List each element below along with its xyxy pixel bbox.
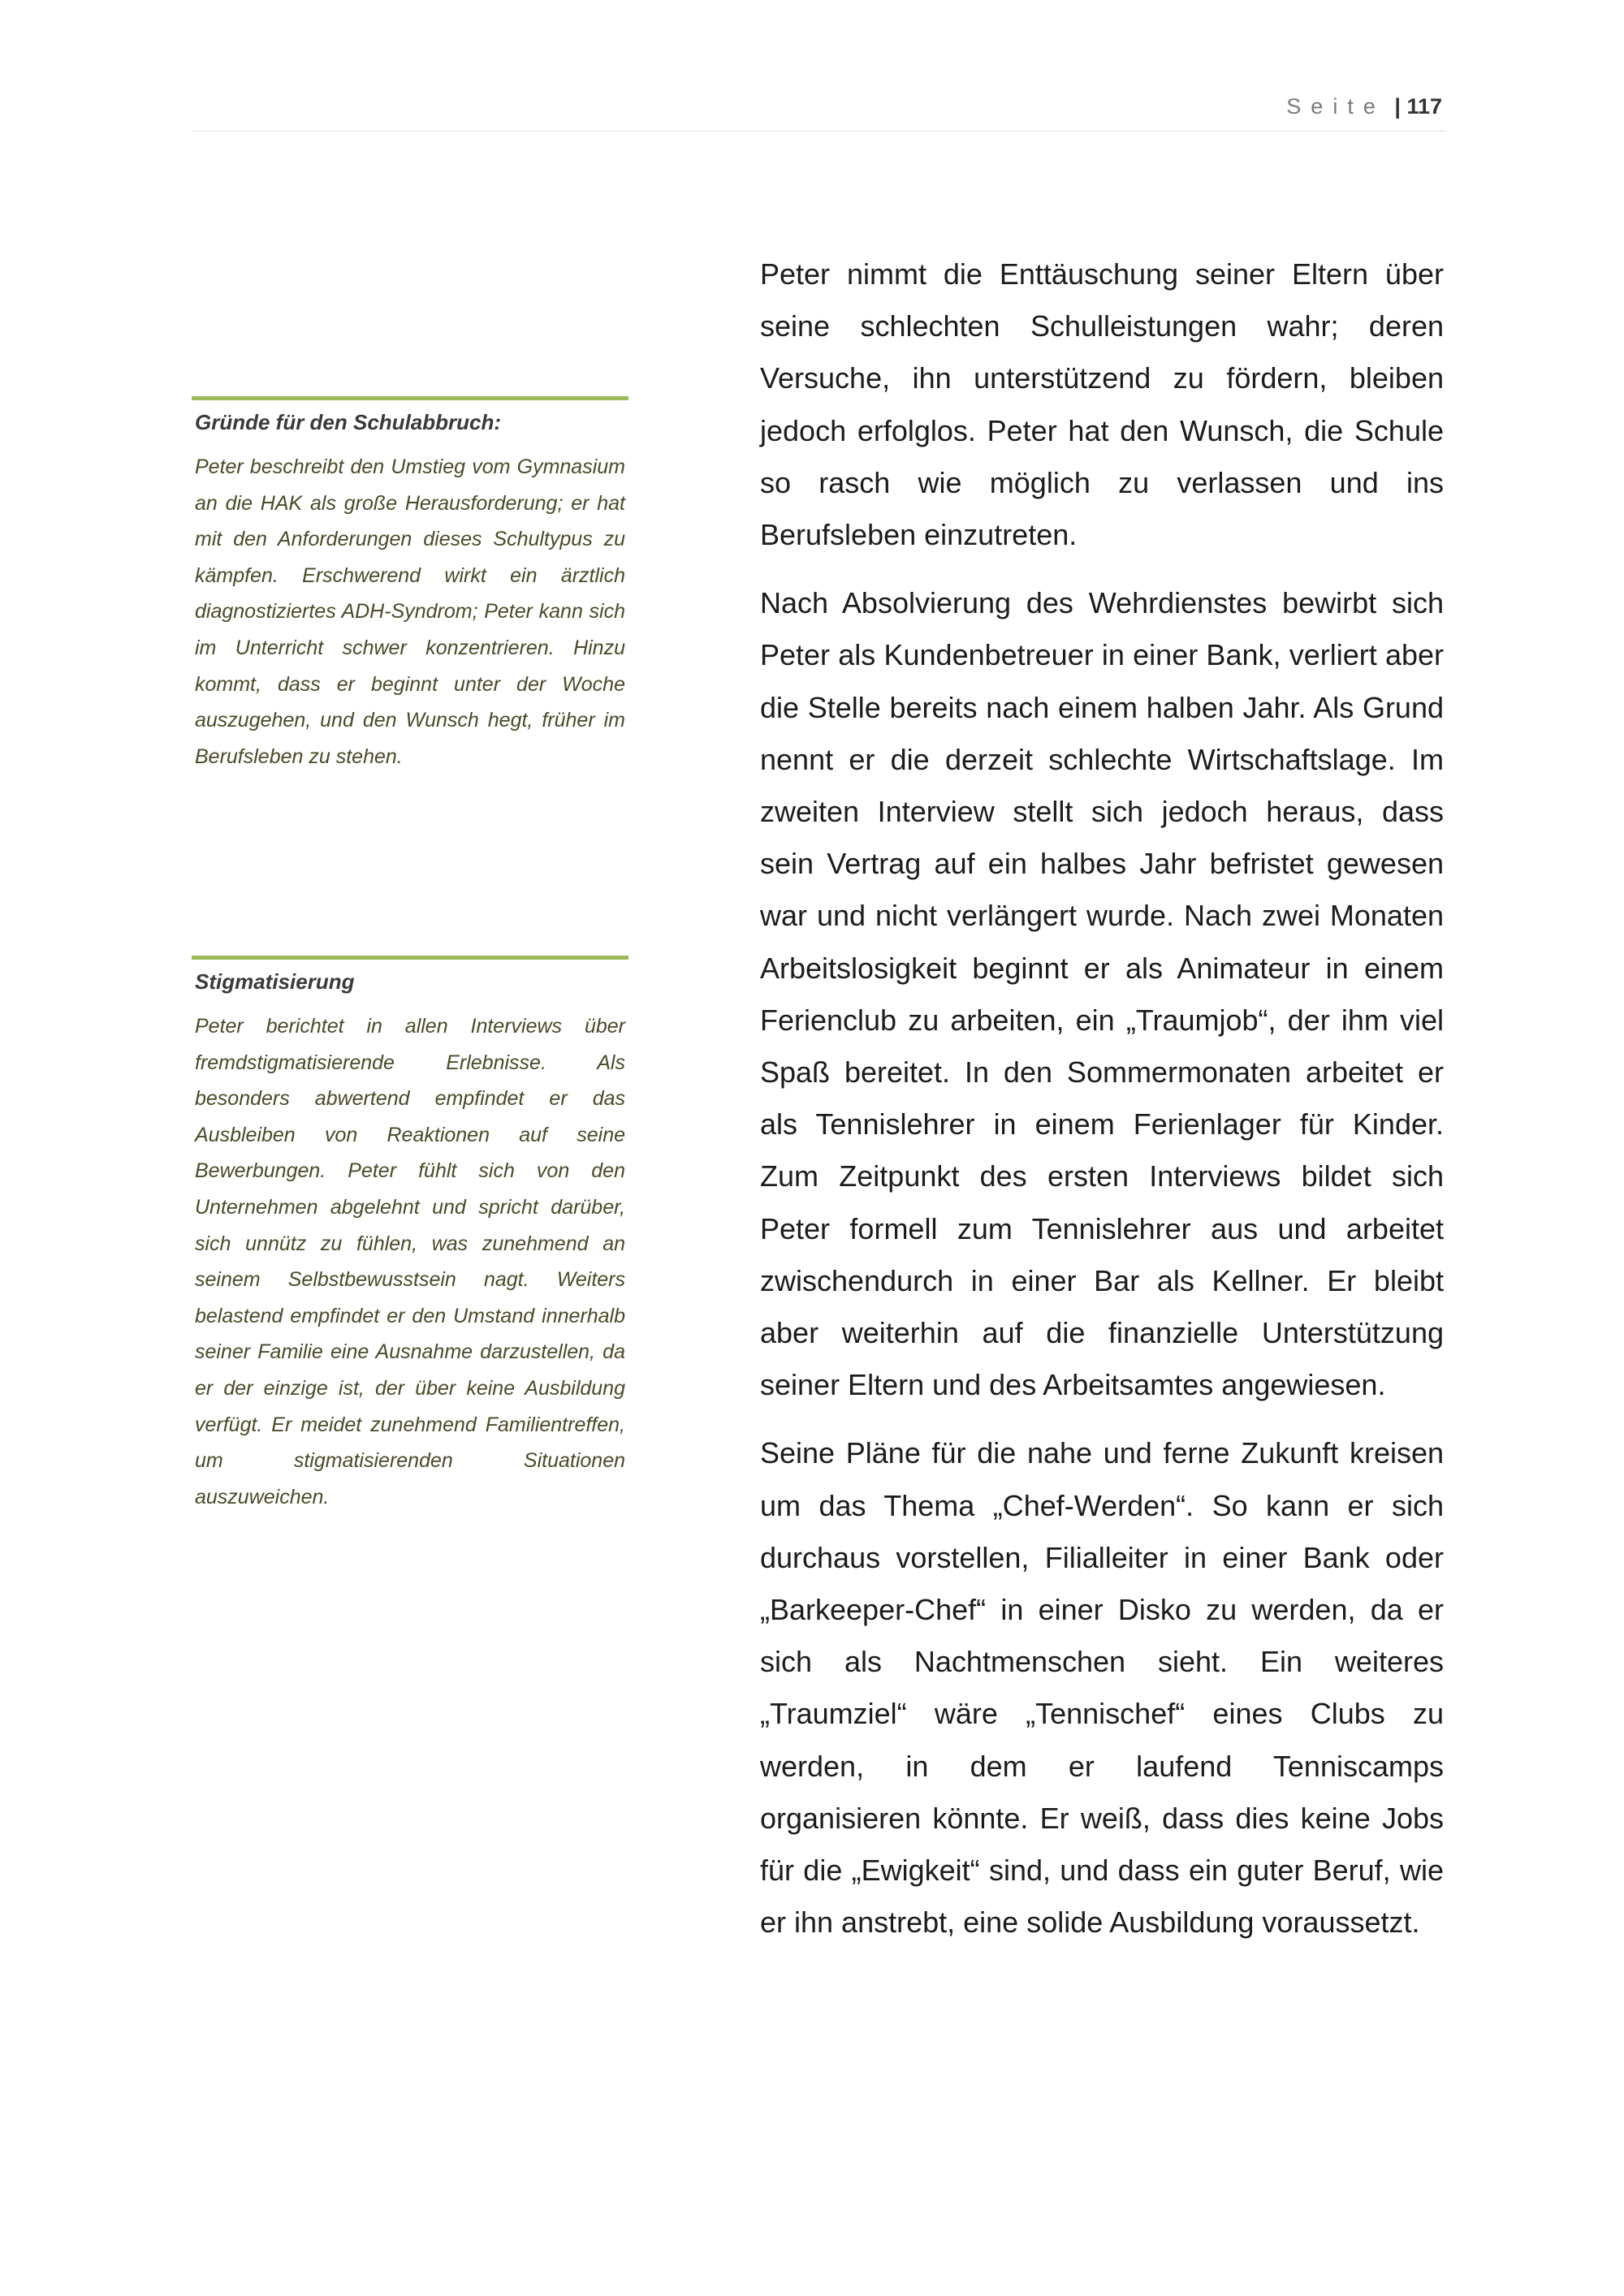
margin-note-title: Stigmatisierung — [195, 969, 355, 994]
body-paragraph: Peter nimmt die Enttäuschung seiner Eltern über seine schlechten Schulleistungen wahr; deren Versuche, ihn unterstützend zu fördern, bleiben jedoch erfolglos. Peter hat den Wunsch, die Schule so rasch wie möglich zu verlassen und ins Berufsleben einzutreten. — [760, 257, 1444, 552]
margin-note-stigmatization — [192, 956, 628, 1515]
page-header — [192, 78, 1445, 132]
main-body-text — [760, 248, 1444, 1966]
margin-note-title: Gründe für den Schulabbruch: — [195, 410, 502, 434]
margin-note-text: Peter berichtet in allen Interviews über fremdstigmatisierende Erlebnisse. Als besonders abwertend empfindet er das Ausbleiben von Reaktionen auf seine Bewerbungen. Peter fühlt sich von den Unternehmen abgelehnt und spricht darüber, sich unnütz zu fühlen, was zunehmend an seinem Selbstbewusstsein nagt. Weiters belastend empfindet er den Umstand innerhalb seiner Familie eine Ausnahme darzustellen, da er der einzige ist, der über keine Ausbildung verfügt. Er meidet zunehmend Familientreffen, um stigmatisierenden Situationen auszuweichen. — [195, 1015, 625, 1508]
margin-note-school-dropout — [192, 396, 628, 775]
page-separator: | — [1394, 94, 1401, 119]
page-number-value: 117 — [1406, 94, 1442, 119]
page-number — [1286, 94, 1442, 119]
page-label: Seite — [1286, 94, 1385, 119]
margin-note-text: Peter beschreibt den Umstieg vom Gymnasium an die HAK als große Herausforderung; er hat mit den Anforderungen dieses Schultypus zu kämpfen. Erschwerend wirkt ein ärztlich diagnostiziertes ADH-Syndrom; Peter kann sich im Unterricht schwer konzentrieren. Hinzu kommt, dass er beginnt unter der Woche auszugehen, und den Wunsch hegt, früher im Berufsleben zu stehen. — [195, 455, 625, 768]
body-paragraph: Nach Absolvierung des Wehrdienstes bewirbt sich Peter als Kundenbetreuer in einer Bank, verliert aber die Stelle bereits nach einem halben Jahr. Als Grund nennt er die derzeit schlechte Wirtschaftslage. Im zweiten Interview stellt sich jedoch heraus, dass sein Vertrag auf ein halbes Jahr befristet gewesen war und nicht verlängert wurde. Nach zwei Monaten Arbeitslosigkeit beginnt er als Animateur in einem Ferienclub zu arbeiten, ein „Traumjob“, der ihm viel Spaß bereitet. In den Sommermonaten arbeitet er als Tennislehrer in einem Ferienlager für Kinder. Zum Zeitpunkt des ersten Interviews bildet sich Peter formell zum Tennislehrer aus und arbeitet zwischendurch in einer Bar als Kellner. Er bleibt aber weiterhin auf die finanzielle Unterstützung seiner Eltern und des Arbeitsamtes angewiesen. — [760, 586, 1444, 1402]
body-paragraph: Seine Pläne für die nahe und ferne Zukunft kreisen um das Thema „Chef-Werden“. So kann er sich durchaus vorstellen, Filialleiter in einer Bank oder „Barkeeper-Chef“ in einer Disko zu werden, da er sich als Nachtmenschen sieht. Ein weiteres „Traumziel“ wäre „Tennischef“ eines Clubs zu werden, in dem er laufend Tenniscamps organisieren könnte. Er weiß, dass dies keine Jobs für die „Ewigkeit“ sind, und dass ein guter Beruf, wie er ihn anstrebt, eine solide Ausbildung voraussetzt. — [760, 1436, 1444, 1940]
